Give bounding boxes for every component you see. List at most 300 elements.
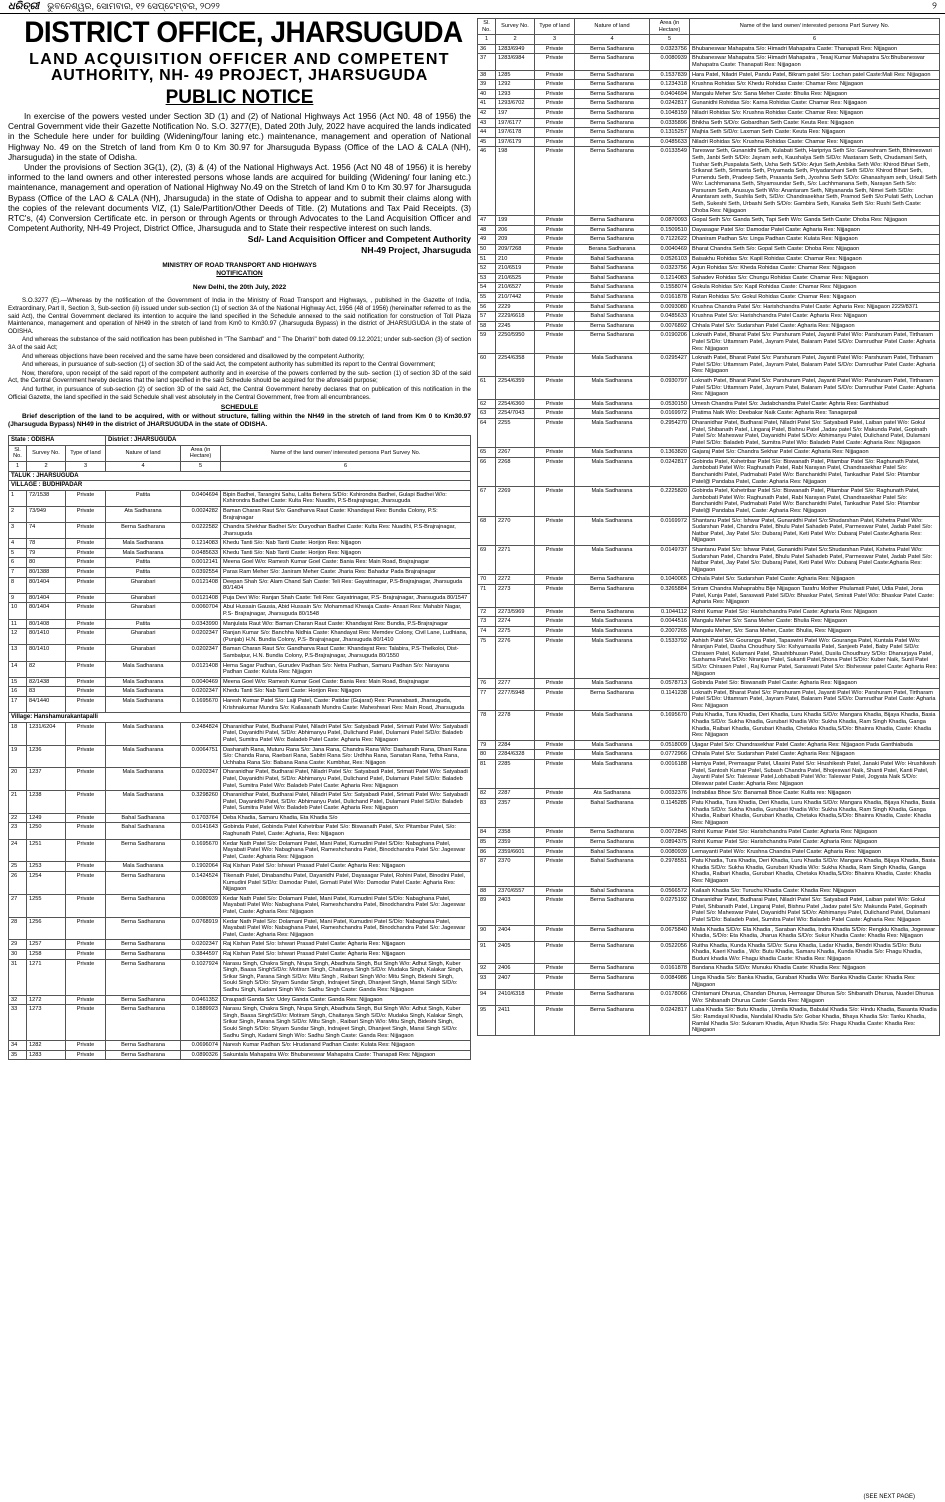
table-row xyxy=(9,872,471,895)
cell-area: 0.1509510 xyxy=(650,225,690,235)
cell-nature-of-land: Mala Sadharana xyxy=(575,399,650,409)
cell-owner-name: Kedar Nath Patel S/o: Dolamani Patel, Mani Patel, Kumudini Patel S/D/o: Nabaghana Patel, Mayabati Patel W/o: Nabaghana Patel, Rameshchandra Patel, Binodchandra Patel S/o: Jageswar Patel, Caste: Agharia Res: Nijjagaon xyxy=(221,917,471,940)
cell-nature-of-land: Bahal Sadharana xyxy=(575,886,650,896)
cell-owner-name: Arjun Rohidas S/o: Kheda Rohidas Caste: Chamar Res: Nijjagaon xyxy=(690,264,940,274)
table-row xyxy=(478,99,940,109)
cell-sl-no: 47 xyxy=(478,216,496,226)
table-row xyxy=(9,548,471,558)
header-type-of-land: Type of land xyxy=(535,19,575,35)
cell-survey-no: 197/6179 xyxy=(496,137,535,147)
cell-area: 0.1145285 xyxy=(650,799,690,828)
cell-area: 0.0696074 xyxy=(181,1041,221,1051)
cell-nature-of-land: Berna Sadharana xyxy=(575,688,650,711)
cell-nature-of-land: Berna Sadharana xyxy=(575,837,650,847)
cell-nature-of-land: Berana Sadharana xyxy=(575,245,650,255)
cell-area: 0.3265884 xyxy=(650,584,690,607)
cell-owner-name: Niladri Rohidas S/o: Krushna Rohidas Caste: Chamar Res: Nijjagaon xyxy=(690,137,940,147)
cell-area: 0.0202347 xyxy=(181,940,221,950)
page-number: ୨ xyxy=(932,1,937,12)
table-row xyxy=(9,839,471,862)
cell-nature-of-land: Mala Sadharana xyxy=(575,516,650,545)
cell-survey-no: 2370 xyxy=(496,857,535,886)
cell-sl-no: 34 xyxy=(9,1041,27,1051)
cell-sl-no: 80 xyxy=(478,750,496,760)
cell-type-of-land: Private xyxy=(535,896,575,925)
cell-sl-no: 24 xyxy=(9,839,27,862)
cell-type-of-land: Private xyxy=(535,399,575,409)
cell-nature-of-land: Berna Sadharana xyxy=(575,828,650,838)
cell-type-of-land: Private xyxy=(535,837,575,847)
cell-area: 0.1695670 xyxy=(181,696,221,712)
cell-area: 0.0080939 xyxy=(650,54,690,70)
cell-owner-name: Ujagar Patel S/o: Chandrasekhar Patel Caste: Agharia Res: Nijjagaon Pada Ganthiabuda xyxy=(690,740,940,750)
cell-area: 0.0242817 xyxy=(650,99,690,109)
table-row xyxy=(9,894,471,917)
table-row xyxy=(478,293,940,303)
cell-nature-of-land: Mala Sadharana xyxy=(106,862,181,872)
table-row xyxy=(9,603,471,619)
cell-survey-no: 2287 xyxy=(496,789,535,799)
cell-survey-no: 2272 xyxy=(496,575,535,585)
cell-survey-no: 2273 xyxy=(496,584,535,607)
cell-area: 0.0190206 xyxy=(650,331,690,354)
cell-area: 0.0016188 xyxy=(650,760,690,789)
cell-survey-no: 2285 xyxy=(496,760,535,789)
cell-survey-no: 1283/6984 xyxy=(496,54,535,70)
cell-area: 0.0060704 xyxy=(181,603,221,619)
cell-type-of-land: Private xyxy=(535,283,575,293)
cell-sl-no: 49 xyxy=(478,235,496,245)
cell-type-of-land: Private xyxy=(66,645,106,661)
notice-subtitle-2: AUTHORITY, NH- 49 PROJECT, JHARSUGUDA xyxy=(50,67,429,84)
cell-sl-no: 41 xyxy=(478,99,496,109)
cell-sl-no: 13 xyxy=(9,645,27,661)
cell-sl-no: 18 xyxy=(9,722,27,745)
cell-survey-no: 2229/6618 xyxy=(496,312,535,322)
cell-area: 0.0202347 xyxy=(181,768,221,791)
cell-owner-name: Hema Sagar Padhan, Gurudev Padhan S/o: Netra Padhan, Samaru Padhan S/o: Narayana Padhan Caste: Kuluta Res: Nijjagon xyxy=(221,661,471,677)
ministry-heading: MINISTRY OF ROAD TRANSPORT AND HIGHWAYS xyxy=(162,262,317,270)
cell-survey-no: 1283/6949 xyxy=(496,44,535,54)
cell-sl-no: 42 xyxy=(478,108,496,118)
cell-nature-of-land: Berna Sadharana xyxy=(575,584,650,607)
cell-owner-name: Gokula Rohidas S/o: Kapil Rohidas Caste: Chamar Res: Nijjagaon xyxy=(690,283,940,293)
cell-nature-of-land: Mala Sadharana xyxy=(575,636,650,679)
cell-sl-no: 76 xyxy=(478,679,496,689)
cell-survey-no: 1255 xyxy=(27,894,66,917)
cell-sl-no: 50 xyxy=(478,245,496,255)
cell-sl-no: 19 xyxy=(9,745,27,768)
cell-type-of-land: Private xyxy=(66,696,106,712)
schedule-description: Brief description of the land to be acquired, with or without structure, falling within the NH49 in the stretch of land from Km 0 to Km30.97 (Jharsuguda Bypass) NH49 in the district of JHARSUGUDA in the state of ODISHA. xyxy=(8,413,471,429)
table-row xyxy=(478,235,940,245)
column-number: 6 xyxy=(221,461,471,471)
table-row xyxy=(478,457,940,486)
cell-area: 0.3298260 xyxy=(181,791,221,814)
cell-area: 0.0024282 xyxy=(181,506,221,522)
cell-type-of-land: Private xyxy=(66,661,106,677)
cell-owner-name: Shantanu Patel S/o: Ishwar Patel, Gunanidhi Patel S/o:Shudarshan Patel, Kshetra Patel W/o: Sudarshan Patel, Chandra Patel, Bhulu Patel Sahadeb Patel, Parmeswar Patel, Jadab Patel S/o: Natbar Patel, Jay Patel S/o: Dubaraj Patel, Keti Patel W/o: Dubaraj Patel Caste:Agharia Res: Nijjagaon xyxy=(690,516,940,545)
cell-owner-name: Draupadi Ganda S/o: Udey Ganda Caste: Ganda Res: Nijjagaon xyxy=(221,995,471,1005)
cell-area: 0.0343990 xyxy=(181,619,221,629)
cell-sl-no: 58 xyxy=(478,321,496,331)
table-row xyxy=(9,523,471,539)
cell-owner-name: Loknath Patel, Bharat Patel S/o: Parshuram Patel, Jayanti Patel W/o: Parshuram Patel, Tirtharam Patel S/D/o: Uttamram Patel, Jayram Patel, Balaram Patel S/D/o: Damrudhar Patel Caste: Agharia Res: Nijjagaon xyxy=(690,376,940,399)
table-row xyxy=(478,974,940,990)
cell-survey-no: 80/1388 xyxy=(27,568,66,578)
cell-type-of-land: Private xyxy=(535,331,575,354)
cell-area: 0.1048159 xyxy=(650,108,690,118)
cell-survey-no: 2357 xyxy=(496,799,535,828)
cell-survey-no: 197 xyxy=(496,108,535,118)
cell-survey-no: 2407 xyxy=(496,974,535,990)
cell-area: 0.1027924 xyxy=(181,959,221,995)
table-row xyxy=(9,722,471,745)
cell-survey-no: 209/7268 xyxy=(496,245,535,255)
cell-type-of-land: Private xyxy=(66,593,106,603)
cell-survey-no: 79 xyxy=(27,548,66,558)
table-row xyxy=(478,54,940,70)
cell-nature-of-land: Mala Sadharana xyxy=(575,448,650,458)
cell-type-of-land: Private xyxy=(66,677,106,687)
schedule-heading: SCHEDULE xyxy=(220,404,259,412)
table-row xyxy=(478,925,940,941)
cell-survey-no: 82/1438 xyxy=(27,677,66,687)
table-row xyxy=(9,687,471,697)
cell-sl-no: 25 xyxy=(9,862,27,872)
cell-nature-of-land: Berna Sadharana xyxy=(575,108,650,118)
cell-sl-no: 11 xyxy=(9,619,27,629)
cell-type-of-land: Private xyxy=(66,862,106,872)
cell-survey-no: 2229 xyxy=(496,302,535,312)
cell-area: 0.0772966 xyxy=(650,750,690,760)
cell-nature-of-land: Berna Sadharana xyxy=(575,118,650,128)
column-number-row xyxy=(478,35,940,45)
table-row xyxy=(9,629,471,645)
cell-nature-of-land: Berna Sadharana xyxy=(106,1005,181,1041)
cell-type-of-land: Private xyxy=(66,949,106,959)
cell-sl-no: 63 xyxy=(478,409,496,419)
cell-nature-of-land: Berna Sadharana xyxy=(575,321,650,331)
newspaper-logo: ଧରିତ୍ରୀ xyxy=(8,1,40,12)
cell-type-of-land: Private xyxy=(66,940,106,950)
cell-nature-of-land: Berna Sadharana xyxy=(575,128,650,138)
cell-sl-no: 56 xyxy=(478,302,496,312)
table-row xyxy=(478,128,940,138)
cell-owner-name: Patu Khadia, Tura Khadia, Deri Khadia, Luru Khadia S/D/o: Mangara Khadia, Bijaya Khadia, Basia Khadia S/D/o: Sukha Khadia, Gurubari Khadia W/o: Sukha Khadia, Ram Singh Khadia, Ganga Khadia, Raibari Khadia, Gurubari Khadia, Chetaka Khadia,S/D/o: Bhainra Khadia, Caste: Khadia Res: Nijjagaon xyxy=(690,711,940,740)
cell-type-of-land: Private xyxy=(535,254,575,264)
table-row xyxy=(478,1006,940,1035)
cell-sl-no: 55 xyxy=(478,293,496,303)
cell-survey-no: 197/6178 xyxy=(496,128,535,138)
cell-survey-no: 2254/7043 xyxy=(496,409,535,419)
cell-survey-no: 210 xyxy=(496,254,535,264)
cell-type-of-land: Private xyxy=(535,354,575,377)
cell-nature-of-land: Bahal Sadharana xyxy=(575,847,650,857)
cell-owner-name: Bhubaneswar Mahapatra S/o: Himadri Mahapatra , Tesaj Kumar Mahapatra S/o:Bhubaneswar Mahapatra Caste: Thanapati Res: Nijjagaon xyxy=(690,54,940,70)
table-row xyxy=(478,273,940,283)
cell-type-of-land: Private xyxy=(535,584,575,607)
cell-survey-no: 210/6527 xyxy=(496,283,535,293)
table-row xyxy=(478,225,940,235)
cell-survey-no: 78 xyxy=(27,539,66,549)
cell-owner-name: Niladri Rohidas S/o: Krushna Rohidas Caste: Chamar Res: Nijjagaon xyxy=(690,108,940,118)
cell-survey-no: 84/1440 xyxy=(27,696,66,712)
table-row xyxy=(9,1050,471,1060)
cell-survey-no: 1271 xyxy=(27,959,66,995)
cell-type-of-land: Private xyxy=(66,722,106,745)
table-row xyxy=(478,245,940,255)
cell-owner-name: Pratima Naik W/o: Deebakar Naik Caste: Agharia Res: Tanagarpali xyxy=(690,409,940,419)
cell-area: 0.0202347 xyxy=(181,687,221,697)
cell-nature-of-land: Berna Sadharana xyxy=(106,872,181,895)
cell-type-of-land: Private xyxy=(535,312,575,322)
cell-type-of-land: Private xyxy=(66,995,106,1005)
cell-area: 0.0242817 xyxy=(650,1006,690,1035)
cell-area: 0.7122622 xyxy=(650,235,690,245)
cell-nature-of-land: Patita xyxy=(106,490,181,506)
cell-sl-no: 72 xyxy=(478,607,496,617)
cell-sl-no: 82 xyxy=(478,789,496,799)
cell-type-of-land: Private xyxy=(535,448,575,458)
cell-nature-of-land: Berna Sadharana xyxy=(575,137,650,147)
table-row xyxy=(9,791,471,814)
table-row xyxy=(478,990,940,1006)
cell-type-of-land: Private xyxy=(66,917,106,940)
cell-sl-no: 40 xyxy=(478,89,496,99)
cell-sl-no: 4 xyxy=(9,539,27,549)
cell-survey-no: 1236 xyxy=(27,745,66,768)
cell-type-of-land: Private xyxy=(535,54,575,70)
cell-area: 0.0461352 xyxy=(181,995,221,1005)
cell-type-of-land: Private xyxy=(535,886,575,896)
cell-area: 0.0202347 xyxy=(181,645,221,661)
cell-type-of-land: Private xyxy=(535,302,575,312)
table-header-row xyxy=(478,19,940,35)
cell-type-of-land: Private xyxy=(535,516,575,545)
cell-type-of-land: Private xyxy=(535,137,575,147)
cell-type-of-land: Private xyxy=(535,750,575,760)
cell-owner-name: Krushna Rohidas S/o: Khedu Rohidas Caste: Chamar Res: Nijjagaon xyxy=(690,80,940,90)
column-number: 3 xyxy=(535,35,575,45)
cell-survey-no: 1256 xyxy=(27,917,66,940)
cell-area: 0.0485633 xyxy=(650,137,690,147)
notification-date: New Delhi, the 20th July, 2022 xyxy=(192,284,287,292)
cell-survey-no: 2404 xyxy=(496,925,535,941)
cell-nature-of-land: Berna Sadharana xyxy=(106,1041,181,1051)
cell-type-of-land: Private xyxy=(535,147,575,216)
cell-sl-no: 79 xyxy=(478,740,496,750)
table-row xyxy=(478,254,940,264)
cell-type-of-land: Private xyxy=(66,745,106,768)
cell-sl-no: 20 xyxy=(9,768,27,791)
cell-owner-name: Naresh Kumar Padhan S/o: Hrudanand Padhan Caste: Kulata Res: Nijjagaon xyxy=(221,1041,471,1051)
cell-type-of-land: Private xyxy=(66,1005,106,1041)
cell-area: 0.0323756 xyxy=(650,44,690,54)
table-row xyxy=(9,593,471,603)
cell-nature-of-land: Berna Sadharana xyxy=(575,964,650,974)
cell-nature-of-land: Berna Sadharana xyxy=(575,70,650,80)
cell-nature-of-land: Mala Sadharana xyxy=(575,760,650,789)
column-number: 6 xyxy=(690,35,940,45)
cell-owner-name: Rohit Kumar Patel S/o: Harishchandra Patel Caste: Agharia Res: Nijjagaon xyxy=(690,828,940,838)
cell-area: 0.0323756 xyxy=(650,264,690,274)
table-row xyxy=(478,448,940,458)
cell-nature-of-land: Berna Sadharana xyxy=(106,894,181,917)
cell-type-of-land: Private xyxy=(535,575,575,585)
cell-owner-name: Meena Goel W/o: Ramesh Kumar Goel Caste: Bania Res: Main Road, Brajrajnagar xyxy=(221,558,471,568)
cell-sl-no: 52 xyxy=(478,264,496,274)
schedule-table-left xyxy=(8,435,471,1060)
header-sl-no: Sl. No. xyxy=(478,19,496,35)
cell-area: 0.0072845 xyxy=(650,828,690,838)
cell-survey-no: 1237 xyxy=(27,768,66,791)
table-row xyxy=(478,283,940,293)
cell-owner-name: Mangalu Meher S/o: Sana Meher Caste: Bhulia Res: Nijjagaon xyxy=(690,89,940,99)
cell-nature-of-land: Berna Sadharana xyxy=(575,331,650,354)
cell-owner-name: Loknath Patel, Bharat Patel S/o: Parshuram Patel, Jayanti Patel W/o: Parshuram Patel, Tirtharam Patel S/D/o: Uttamram Patel, Jayram Patel, Balaram Patel S/D/o: Damrudhar Patel Caste: Agharia Res: Nijjagaon xyxy=(690,688,940,711)
cell-sl-no: 95 xyxy=(478,1006,496,1035)
notice-title: DISTRICT OFFICE, JHARSUGUDA xyxy=(24,18,463,49)
cell-owner-name: Chhala Patel S/o: Sudarshan Patel Caste: Agharia Res: Nijjagaon xyxy=(690,575,940,585)
cell-sl-no: 12 xyxy=(9,629,27,645)
cell-survey-no: 2405 xyxy=(496,941,535,964)
table-row xyxy=(9,1041,471,1051)
cell-owner-name: Deba Khadia, Samaru Khadia, Eta Khadia S/o xyxy=(221,813,471,823)
cell-area: 0.2978551 xyxy=(650,857,690,886)
table-row xyxy=(9,768,471,791)
table-row xyxy=(478,118,940,128)
cell-type-of-land: Private xyxy=(66,1041,106,1051)
cell-area: 0.1695670 xyxy=(181,839,221,862)
notification-paragraph-1: S.O.3277 (E).—Whereas by the notification of the Government of India in the Ministry of Road Transport and Highways, , published in the Gazette of India, Extraordinary, Part II, Section 3, Sub-section (ii) issued under sub-section (1) of section 3A of the National Highway Act, 1956 (48 of 1956) (hereinafter referred to as the said Act), the Central Government declared its intention to acquire the land specified in the Schedule annexed to the said notification for construction of Toll Plaza Maintenance, management and operation of NH49 in the stretch of land from Km0 to Km30.97 (Jharsuguda Bypass) in the district of JHARSUGUDA in the state of ODISHA. xyxy=(8,297,471,335)
cell-type-of-land: Private xyxy=(535,321,575,331)
cell-sl-no: 29 xyxy=(9,940,27,950)
table-row xyxy=(478,799,940,828)
cell-sl-no: 75 xyxy=(478,636,496,679)
cell-type-of-land: Private xyxy=(66,768,106,791)
cell-type-of-land: Private xyxy=(535,857,575,886)
cell-type-of-land: Private xyxy=(535,617,575,627)
cell-area: 0.0485633 xyxy=(650,312,690,322)
cell-sl-no: 77 xyxy=(478,688,496,711)
cell-area: 0.0080939 xyxy=(650,847,690,857)
table-row xyxy=(478,399,940,409)
cell-area: 0.0202347 xyxy=(181,629,221,645)
table-row xyxy=(478,418,940,447)
cell-type-of-land: Private xyxy=(535,457,575,486)
cell-survey-no: 199 xyxy=(496,216,535,226)
cell-owner-name: Haresh Kumar Patel S/o: Laiji Patel, Caste: Patidar (Gujarat) Res: Puranabasti, Jharsuguda, Krishnakumar Mundra S/o: Kailasanath Mundra Caste: Maheshwari Res: Main Road, Jharsuguda xyxy=(221,696,471,712)
cell-type-of-land: Private xyxy=(66,813,106,823)
notice-paragraph-2: Under the provisions of Section 3G(1), (2), (3) & (4) of the National Highways Act. 1956 (Act N0 48 of 1956) it is hereby informed to the land owners and other interested persons whose lands are acquired for building (Widening/ four laning etc.) maintenance, management and operation of National Highway No.49 on the Stretch of land Km 0 to Km 30.97 for Jharsuguda Bypass (Office of the LAO & CALA (NH), Jharsuguda) in the state of Odisha to appear and to submit their claims along with the copies of the relevant documents VIZ, (1) Sale/Partition/Other Deeds of Title. (2) Mutations and Tax Paid Receipts. (3) RTC's, (4) Conversion Certificate etc. in person or through Agents or through Advocates to the Land Acquisition Officer and Competent Authority, NH-49 Project, District Office, Jharsuguda and to State their respective interest on such lands. xyxy=(8,162,471,234)
cell-sl-no: 71 xyxy=(478,584,496,607)
cell-owner-name: Krushna Patel S/o: Harishchandra Patel Caste: Agharia Res: Nijjagaon xyxy=(690,312,940,322)
cell-sl-no: 15 xyxy=(9,677,27,687)
cell-owner-name: Deepan Shah S/o: Alam Chand Sah Caste: Teli Res: Gayatrinagar, P.S-Brajrajnagar, Jharsuguda 80/1404 xyxy=(221,577,471,593)
cell-nature-of-land: Berna Sadharana xyxy=(575,575,650,585)
cell-owner-name: Puja Devi W/o: Ranjan Shah Caste: Teli Res: Gayatrinagar, P.S- Brajrajnagar, Jharsuguda 80/1547 xyxy=(221,593,471,603)
cell-nature-of-land: Berna Sadharana xyxy=(575,607,650,617)
cell-area: 0.0141643 xyxy=(181,823,221,839)
cell-type-of-land: Private xyxy=(535,264,575,274)
cell-nature-of-land: Mala Sadharana xyxy=(575,546,650,575)
column-number: 1 xyxy=(9,461,27,471)
cell-type-of-land: Private xyxy=(66,558,106,568)
cell-survey-no: 2277/5948 xyxy=(496,688,535,711)
cell-area: 0.1424524 xyxy=(181,872,221,895)
cell-owner-name: Gobinda Patel, Kshetribar Patel S/o: Biswanath Patel, Pitambar Patel S/o: Raghunath Patel, Jambobati Patel W/o: Raghunath Patel, Rabi Narayan Patel, Chandrasekhar Patel S/o: Banchanidhi Patel, Padmabati Patel W/o: Banchanidhi Patel, Tankadhar Patel S/o: Pitambar Patel@ Pandaba Patel, Caste: Agharia Res: Nijjagaon xyxy=(690,457,940,486)
table-row xyxy=(478,44,940,54)
cell-area: 0.0178066 xyxy=(650,990,690,1006)
column-number: 1 xyxy=(478,35,496,45)
table-body-budhipadar xyxy=(9,490,471,712)
table-row xyxy=(9,619,471,629)
cell-survey-no: 2275 xyxy=(496,626,535,636)
cell-area: 0.1040065 xyxy=(650,575,690,585)
table-row xyxy=(478,941,940,964)
cell-survey-no: 2269 xyxy=(496,487,535,516)
cell-type-of-land: Private xyxy=(535,80,575,90)
table-row xyxy=(478,828,940,838)
column-number: 3 xyxy=(66,461,106,471)
table-row xyxy=(478,584,940,607)
cell-nature-of-land: Mala Sadharana xyxy=(575,409,650,419)
cell-nature-of-land: Bahal Sadharana xyxy=(575,799,650,828)
cell-type-of-land: Private xyxy=(535,216,575,226)
cell-sl-no: 61 xyxy=(478,376,496,399)
cell-sl-no: 5 xyxy=(9,548,27,558)
cell-nature-of-land: Bahal Sadharana xyxy=(575,283,650,293)
cell-sl-no: 3 xyxy=(9,523,27,539)
cell-type-of-land: Private xyxy=(535,409,575,419)
right-column xyxy=(477,18,940,1496)
cell-sl-no: 36 xyxy=(478,44,496,54)
cell-nature-of-land: Berna Sadharana xyxy=(575,147,650,216)
cell-area: 0.0032376 xyxy=(650,789,690,799)
table-row xyxy=(478,886,940,896)
header-area: Area (in Hectare) xyxy=(650,19,690,35)
cell-owner-name: Majhia Seth S/D/o: Laxman Seth Caste: Keuta Res: Nijjagaon xyxy=(690,128,940,138)
cell-survey-no: 2273/5969 xyxy=(496,607,535,617)
cell-owner-name: Rohit Kumar Patel S/o: Harishchandra Patel Caste: Agharia Res: Nijjagaon xyxy=(690,607,940,617)
cell-area: 0.1141238 xyxy=(650,688,690,711)
notice-paragraph-1: In exercise of the powers vested under Section 3D (1) and (2) of National Highways Act 1956 (Act N0. 48 of 1956) the Central Government vide their Gazette Notification No. S.O. 3277(E), Dated 20th July, 2022 have acquired the lands indicated in the Schedule here under for building (Widening/four laning etc.) maintenance, management and operation of National Highway No. 49 on the Stretch of land from Km 0 to Km 30.97 for Jharsuguda Bypass (Office of the LAO & CALA (NH), Jharsuguda) in the state of Odisha. xyxy=(8,111,471,162)
table-row xyxy=(478,137,940,147)
dateline: ଭୁବନେଶ୍ୱର, ସୋମବାର, ୧୨ ସେପ୍ଟେମ୍ବର, ୨୦୨୨ xyxy=(47,1,220,11)
cell-nature-of-land: Berna Sadharana xyxy=(575,896,650,925)
cell-type-of-land: Private xyxy=(535,974,575,990)
cell-survey-no: 2359 xyxy=(496,837,535,847)
cell-sl-no: 23 xyxy=(9,823,27,839)
cell-sl-no: 33 xyxy=(9,1005,27,1041)
cell-nature-of-land: Berna Sadharana xyxy=(106,839,181,862)
cell-owner-name: Patu Khadia, Tura Khadia, Deri Khadia, Luru Khadia S/D/o: Mangara Khadia, Bijaya Khadia, Basia Khadia S/D/o: Sukha Khadia, Gurubari Khadia W/o: Sukha Khadia, Ram Singh Khadia, Ganga Khadia, Raibari Khadia, Gurubari Khadia, Chetaka Khadia,S/D/o: Bhainra Khadia, Caste: Khadia Res: Nijjagaon xyxy=(690,857,940,886)
column-number: 5 xyxy=(650,35,690,45)
cell-area: 0.1234318 xyxy=(650,80,690,90)
cell-survey-no: 80/1404 xyxy=(27,593,66,603)
cell-owner-name: Chintamani Dhurua, Chandan Dhurua, Hemsagar Dhurua S/o: Shibanath Dhurua, Nuadei Dhurua W/o: Shibanath Dhurua Caste: Ganda Res: Nijjagaon xyxy=(690,990,940,1006)
table-row xyxy=(478,312,940,322)
cell-type-of-land: Private xyxy=(66,959,106,995)
cell-sl-no: 94 xyxy=(478,990,496,1006)
header-owner-name: Name of the land owner/ interested persons Part Survey No. xyxy=(690,19,940,35)
cell-survey-no: 2245 xyxy=(496,321,535,331)
cell-area: 0.0121408 xyxy=(181,577,221,593)
cell-sl-no: 85 xyxy=(478,837,496,847)
cell-survey-no: 210/7442 xyxy=(496,293,535,303)
cell-nature-of-land: Ata Sadharana xyxy=(106,506,181,522)
